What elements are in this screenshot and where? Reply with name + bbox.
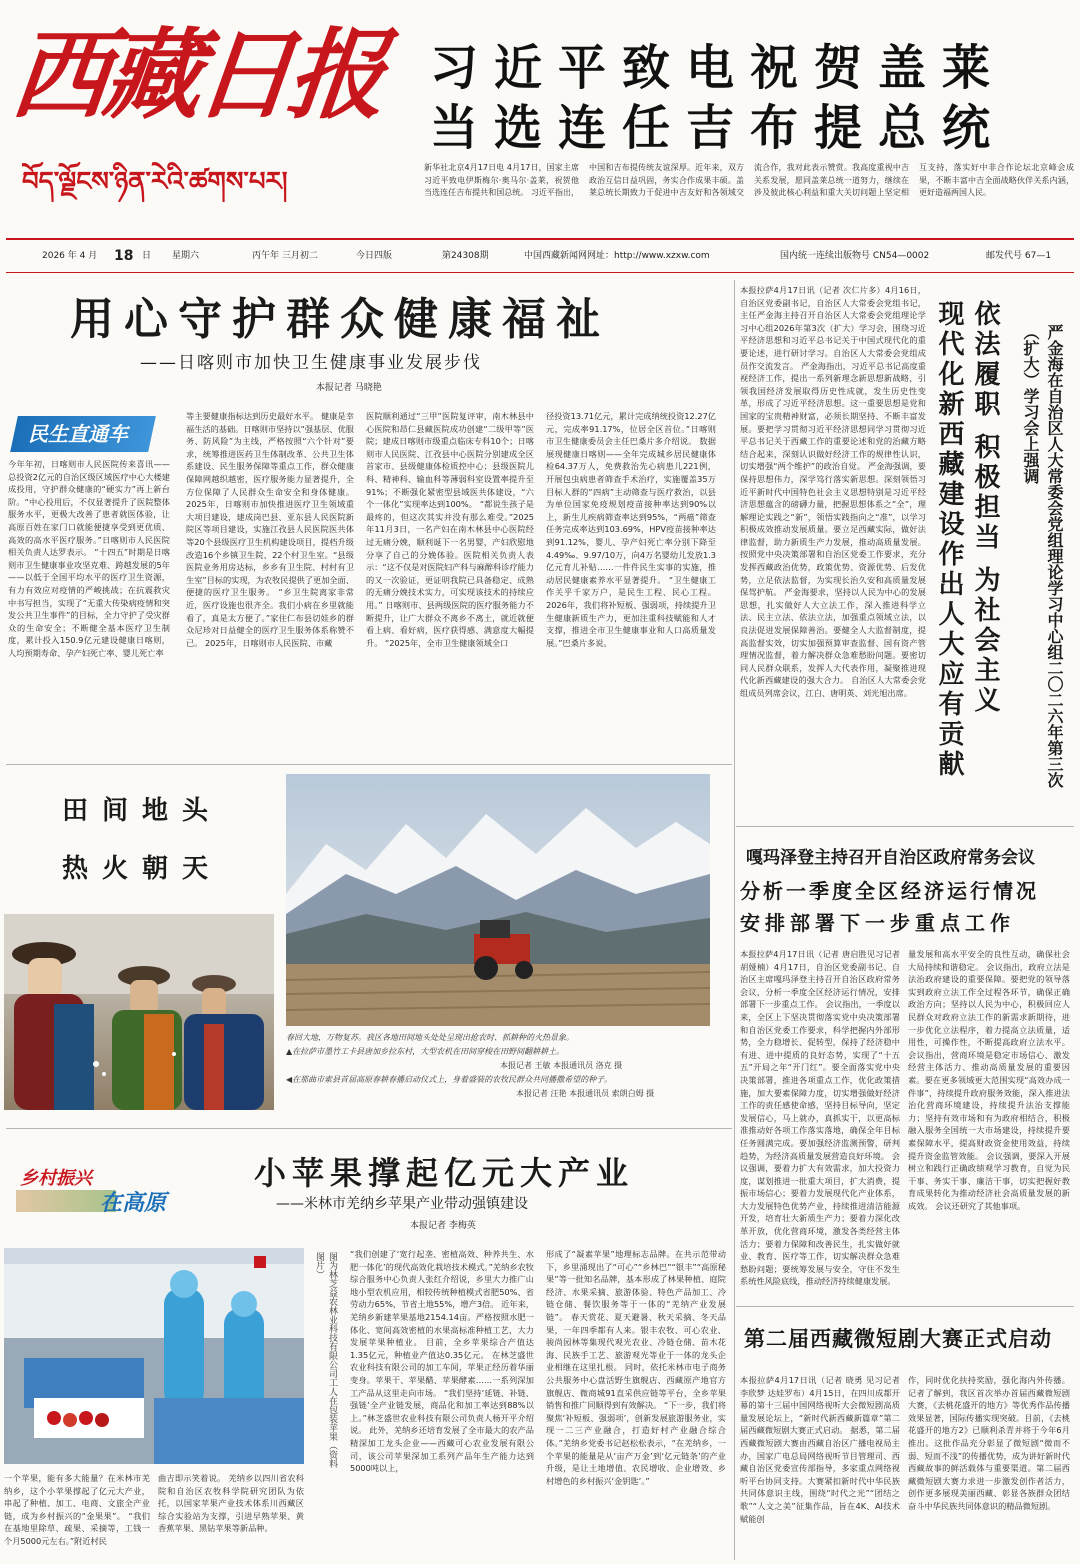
rural-revival-tag bbox=[16, 1164, 196, 1224]
right-story-kicker: 严金海在自治区人大常委会党组理论学习中心组二〇二六年第三次（扩大）学习会上强调 bbox=[1021, 324, 1064, 788]
apple-story-col-1: 一个苹果，能有多大能量？在米林市羌纳乡，这个小苹果撑起了亿元大产业，串起了种植、加工、电商、文旅全产业链，成为乡村振兴的“金果果”。 “我们在基地里除草、疏果、采摘等，工钱一个月5000元左右。”附近村民 bbox=[4, 1473, 150, 1546]
rural-tag-line2: 在高原 bbox=[100, 1191, 167, 1216]
cn-number: 国内统一连续出版物号 CN54—0002 bbox=[780, 251, 930, 261]
lead-story-subtitle: ——日喀则市加快卫生健康事业发展步伐 bbox=[140, 353, 482, 373]
apple-story-col-3: “我们创建了‘宽行起垄、密植高效、种养共生、水肥一体化’的现代高效化栽培技术模式。”羌纳乡农牧综合服务中心负责人张红介绍说，乡里大力推广山地小型农机应用，相较传统种植模式省肥50%、省劳动力65%，节省土地55%，增产3倍。 近年来，羌纳乡新建苹果基地2154.14亩。严格按照水肥一体化、宽间高效密植的水果高标准种植工艺，大力发展苹果种植业。 目前，全乡苹果综合产值达1.35亿元，种植业产值达0.35亿元。 在林芝盛世农业科技有限公司的加工车间，苹果正经历着华丽变身。苹果干、苹果醋、苹果酵素……一系列深加工产品从这里走向市场。 “我们坚持‘延链、补链、强链’全产业链发展，商品化和加工率达到88%以上。”林芝盛世农业科技有限公司负责人杨开平介绍说。 此外，羌纳乡还培育发展了全市最大的农产品精深加工龙头企业——西藏可心农业发展有限公司，该公司苹果深加工系列产品年生产能力达到5000吨以上， bbox=[350, 1249, 534, 1474]
divider-drama-top bbox=[736, 1306, 1074, 1307]
factory-photo-caption: 图为林芝益农林业科技有限公司工人在包装苹果（资料图片） bbox=[314, 1252, 337, 1468]
right-story-headline-1: 依法履职 积极担当 为社会主义 bbox=[970, 300, 1000, 717]
ceremony-photo-art bbox=[4, 914, 274, 1110]
dateline-top-rule bbox=[6, 238, 1074, 240]
lead-story bbox=[0, 276, 740, 756]
page-count: 今日四版 bbox=[356, 251, 393, 261]
section-tag-minsheng bbox=[10, 416, 156, 452]
farm-story-title-2: 热火朝天 bbox=[62, 854, 223, 884]
farm-story bbox=[0, 770, 730, 1120]
date-day: 18 bbox=[114, 248, 134, 264]
gov-story bbox=[736, 840, 1076, 1310]
apple-story-col-2: 曲吉即示笑着说。 羌纳乡以四川省农科院和自治区农牧科学院研究团队为依托，以国家苹果产业技术体系川西藏区综合实验站为支撑，引进早熟苹果、黄香蕉苹果、黑钻苹果等新品种。 bbox=[158, 1473, 304, 1534]
top-lead-text: 新华社北京4月17日电 4月17日，国家主席习近平致电伊斯梅尔·奥马尔·盖莱，祝贺他当选连任吉布提共和国总统。 习近平指出，中国和吉布提传统友谊深厚。近年来，双方政治互信日益巩固，务实合作成果丰硕。盖莱总统长期致力于促进中吉友好和各领域交流合作，我对此表示赞赏。我高度重视中吉关系发展，愿同盖莱总统一道努力，继续在涉及彼此核心利益和重大关切问题上坚定相互支持，落实好中非合作论坛北京峰会成果，不断丰富中吉全面战略伙伴关系内涵，更好造福两国人民。 bbox=[424, 163, 1074, 197]
apple-story bbox=[0, 1140, 730, 1564]
gov-story-body-right: 量发展和高水平安全的良性互动，确保社会大局持续和谐稳定。 会议指出，政府立法是法治政府建设的重要保障。要把党的领导落实到政府立法工作全过程各环节，确保正确政治方向；坚持以人民为中心，积极回应人民群众对政府立法工作的新需求新期待，进一步优化立法程序，着力提高立法质量，适用性，可操作性，不断提高政府立法水平。 会议指出，营商环境是稳定市场信心、激发经营主体活力、推动高质量发展的重要因素。要在更多领域更大范围实现“高效办成一件事”，持续提升政府服务效能，深入推进法治化营商环境建设，持续提升法治支撑能力；坚持有效市场和有为政府相结合，积极融入服务全国统一大市场建设，持续提升要素保障水平，提高财政资金使用效益，持续提升资金监管效能。 会议强调，要深入开展树立和践行正确政绩观学习教育，自觉为民干事、务实干事、廉洁干事，切实把握好教育成果转化为推动经济社会高质量发展的新成效。 会议还研究了其他事项。 bbox=[908, 949, 1070, 1211]
date-text: 2026 年 4 月 bbox=[42, 251, 98, 261]
right-story-body: 本报拉萨4月17日讯（记者 次仁片多）4月16日，自治区党委副书记，自治区人大常委会党组书记，主任严金海主持召开自治区人大常委会党组理论学习中心组2026年第3次（扩大）学习会，围绕习近平经济思想和习近平总书记关于中国式现代化的重要论述，进行研讨学习。自治区人大常委会党组成员作交流发言。 严金海指出，习近平总书记高度重视经济工作，提出一系列新理念新思想新战略，引领我国经济发展取得历史性成就，发生历史性变革，形成了习近平经济思想。这一重要思想是党和国家的宝贵精神财富，必须长期坚持、不断丰富发展。要把学习贯彻习近平经济思想同学习贯彻习近平总书记关于西藏工作的重要论述和党的治藏方略结合起来，深刻认识做好经济工作的规律性认识，切实增强“两个维护”的政治自觉。 严金海强调，要保持思想伟力，深学笃行落实新思想。深刻领悟习近平新时代中国特色社会主义思想特别是习近平经济思想蕴含的磅礴力量，把握思想体系之“全”，理解理论实践之“新”，领悟实践指向之“准”，以学习积极成效推动发展质量。要立足西藏实际，做好法律监督，助力新质生产力发展，推动高质量发展。按照党中央决策部署和自治区党委工作要求，充分发挥西藏政治优势，政策优势、资源优势、后发优势，立足依法监督，为实现长治久安和高质量发展保驾护航。 严金海要求，坚持以人民为中心的发展思想，扎实做好人大立法工作，深入推进科学立法、民主立法、依法立法，加强重点领域立法，以良法促进发展保障善治。要健全人大监督制度，提高监督实效，切实加强预算审查监督、国有资产管理情况监督，着力解决群众急难愁盼问题。要密切同人民群众联系，发挥人大代表作用，凝聚推进现代化新西藏建设的强大合力。 自治区人大常委会党组成员列席会议，江白、唐明英、刘光旭出席。 bbox=[740, 285, 926, 698]
apple-story-byline: 本报记者 李梅英 bbox=[410, 1221, 476, 1231]
divider-gov-top bbox=[736, 826, 1074, 827]
issue-number: 第24308期 bbox=[442, 251, 489, 261]
divider-vertical-right bbox=[734, 280, 735, 1560]
lead-story-col-4: 径投资13.71亿元，累计完成纳统投资12.27亿元，完成率91.17%，位居全区首位。”日喀则市卫生健康委员会主任巴桑片多介绍说。 数据展现健康日喀则——全年完成城乡居民健康体检64.37万人，免费救治先心病患儿221例，开展包虫病患者筛查手术治疗，实施覆盖35万目标人群的“四病”主动筛查与医疗救治，以县为单位国家免疫规划疫苗接种率达到90%以上，新生儿疾病筛查率达到95%，“两癌”筛查任务完成率达到103.69%，HPV疫苗接种率达到91.12%，婴儿、孕产妇死亡率分别下降至4.49‰、9.97/10万，向4万名婴幼儿发放1.3亿元育儿补贴……一件件民生实事的实施，推动居民健康素养水平显著提升。 “卫生健康工作关乎千家万户，是民生工程、民心工程。2026年，我们将补短板、强弱项，持续提升卫生健康新质生产力，更加注重科技赋能和人才支撑，推进全市卫生健康事业和人口高质量发展。”巴桑片多说。 bbox=[546, 411, 716, 648]
ceremony-photo bbox=[4, 914, 274, 1110]
tractor-photo bbox=[286, 774, 710, 1026]
dateline-bar bbox=[6, 242, 1074, 270]
factory-photo-art bbox=[4, 1248, 304, 1464]
website: 中国西藏新闻网网址：http://www.xzxw.com bbox=[524, 251, 710, 261]
farm-credit-a: 本报记者 王敏 本报通讯员 洛克 摄 bbox=[500, 1061, 623, 1070]
weekday: 星期六 bbox=[172, 251, 200, 261]
post-code: 邮发代号 67—1 bbox=[986, 251, 1052, 261]
masthead bbox=[0, 0, 1080, 232]
farm-credit-b: 本报记者 汪艳 本报通讯员 索朗白姆 摄 bbox=[516, 1089, 655, 1098]
drama-story-title: 第二届西藏微短剧大赛正式启动 bbox=[744, 1327, 1052, 1351]
apple-story-subtitle: ——米林市羌纳乡苹果产业带动强镇建设 bbox=[276, 1196, 528, 1212]
right-story bbox=[736, 280, 1076, 800]
top-headline-line2: 当选连任吉布提总统 bbox=[430, 100, 1007, 156]
section-tag-label: 民生直通车 bbox=[28, 422, 128, 446]
gov-story-headline-2: 安排部署下一步重点工作 bbox=[740, 911, 1015, 935]
rural-tag-line1: 乡村振兴 bbox=[20, 1168, 92, 1189]
gov-story-headline-1: 分析一季度全区经济运行情况 bbox=[740, 879, 1039, 903]
divider-apple-top bbox=[6, 1128, 732, 1129]
top-headline-line1: 习近平致电祝贺盖莱 bbox=[430, 40, 1007, 96]
right-story-headline-2: 现代化新西藏建设作出人大应有贡献 bbox=[934, 300, 964, 780]
date-day-unit: 日 bbox=[142, 251, 152, 261]
newspaper-logo: 西藏日报 bbox=[6, 18, 387, 133]
lead-story-title: 用心守护群众健康福祉 bbox=[70, 294, 610, 345]
apple-story-title: 小苹果撑起亿元大产业 bbox=[254, 1154, 635, 1192]
dateline-bottom-rule bbox=[6, 272, 1074, 273]
gov-story-body-left: 本报拉萨4月17日讯（记者 唐启胜见习记者 胡娅楠）4月17日，自治区党委副书记、自治区主席嘎玛泽登主持召开自治区政府常务会议，分析一季度全区经济运行情况，安排部署下一步重点工作。 会议指出，一季度以来，全区上下坚决贯彻落实党中央决策部署和自治区党委工作要求，科学把握内外部形势，全力稳增长、促转型，保持了经济稳中有进、进中提质的良好态势，实现了“十五五”开局之年“开门红”。要全面落实党中央决策部署，推进各项重点工作，优化政策措施，加大要素保障力度，切实增强做好经济工作的责任感使命感，坚持目标导向，坚定发展信心，马上就办，真抓实干，以更高标准推动好各项工作落实落地，确保全年目标任务圆满完成。要加强经济监测预警，研判趋势，为经济高质量发展营造良好环境。 会议强调，要着力扩大有效需求，加大投资力度，谋划推进一批重大项目，扩大消费，提振市场信心；要着力发展现代化产业体系，大力发展特色优势产业，持续推进清洁能源开发，培育壮大新质生产力；要着力深化改革开放，优化营商环境，激发各类经营主体活力；要着力保障和改善民生，扎实做好就业、教育、医疗等工作，切实解决群众急难愁盼问题；要统筹发展与安全，守住不发生系统性风险底线，推动经济持续健康发展。 bbox=[740, 949, 900, 1287]
tibetan-title: བོད་ལྗོངས་ཉིན་རེའི་ཚགས་པར། bbox=[22, 167, 288, 197]
lead-story-byline: 本报记者 马晓艳 bbox=[316, 383, 382, 393]
drama-story bbox=[736, 1310, 1076, 1564]
farm-caption-b: ◀在那曲市索县首届高原春耕春播启动仪式上，身着盛装的农牧民群众共同播撒希望的种子。 bbox=[286, 1075, 613, 1084]
lead-story-col-3: 医院顺利通过“三甲”医院复评审，南木林县中心医院和昂仁县藏医院成功创建“二级甲等”医院；建成日喀则市级重点临床专科10个；日喀则市人民医院、江孜县中心医院分别建成全区首家市、县级健康体检质控中心；县级医院儿科、精神科、输血科等薄弱科室设置率提升至91%；不断强化紧密型县域医共体建设，“六个一体化”实现率达到100%。 “都说生孩子是最疼的，但这次其实并没有那么难受。”2025年11月3日，一名产妇在南木林县中心医院经过无痛分娩，顺利诞下一名男婴，产妇欣慰地分享了自己的分娩体验。医院相关负责人表示：“这不仅是对医院妇产科与麻醉科诊疗能力的又一次验证，更证明我院已具备稳定、成熟的无痛分娩技术实力，可实现该技术的持续应用。” 日喀则市、县两级医院的医疗服务能力不断提升，让广大群众不离乡不离土，就近就便看上病、看好病，医疗获得感、满意度大幅提升。 “2025年，全市卫生健康领域全口 bbox=[366, 411, 534, 648]
lunar-date: 丙午年 三月初二 bbox=[252, 251, 318, 261]
gov-story-kicker: 嘎玛泽登主持召开自治区政府常务会议 bbox=[746, 848, 1035, 868]
farm-caption-a: ▲在拉萨市墨竹工卡县唐加乡拉东村，大型农机在田间穿梭在田野间翻耕耕土。 bbox=[286, 1047, 565, 1056]
lead-story-col-2: 等主要健康指标达到历史最好水平。 健康是幸福生活的基础。日喀则市坚持以“强基层、优服务、防风险”为主线，严格按照“六个针对”要求，统筹推进医药卫生体制改革、公共卫生体系建设、民生服务保障等重点工作，群众健康保障网越织越密，医疗服务能力显著提升，全方位保障了人民群众生命安全和身体健康。 2025年，日喀则市加快推进医疗卫生领域重大项目建设，建成岗巴县、亚东县人民医院新院区等项目建设，实施江孜县人民医院医共体等20个县级医疗卫生机构建设项目，提档升级改造16个乡镇卫生院、22个村卫生室。“县级医院业务用房达标，乡乡有卫生院、村村有卫生室”目标的实现，为农牧民提供了更加全面、便捷的医疗卫生服务。 “乡卫生院离家非常近，医疗设施也很齐全。我们小病在乡里就能看了，真是太方便了。”家住仁布县切娃乡的群众尼珍对日益健全的医疗卫生服务体系称赞不已。 2025年，日喀则市人民医院、市藏 bbox=[186, 411, 354, 648]
lead-story-col-1: 今年年初，日喀则市人民医院传来喜讯——总投资2亿元的自治区级区域医疗中心大楼建成投用，守护群众健康的“硬实力”再上新台阶。“中心投用后，不仅显著提升了医院整体服务水平，更极大改善了患者就医体验，让高原百姓在家门口就能便捷享受到更优质、高效的高水平医疗服务。”日喀则市人民医院相关负责人达罗表示。 “十四五”时期是日喀则市卫生健康事业攻坚克难、跨越发展的5年——以低于全国平均水平的医疗卫生资源，有力有效应对疫情的严峻挑战；在抗震救灾中书写担当，实现了“无重大传染病疫情和突发公共卫生事件”的目标，全力守护了受灾群众的生命安全；不断健全基本医疗卫生制度，累计投入150.9亿元建设健康日喀则，人均预期寿命、孕产妇死亡率、婴儿死亡率 bbox=[8, 459, 170, 658]
divider-farm-top bbox=[6, 764, 732, 765]
drama-story-col-1: 本报拉萨4月17日讯（记者 晓勇 见习记者 李欣梦 达娃罗布）4月15日，在四川成都开幕的第十三届中国网络视听大会微短剧高质量发展论坛上，“新时代新西藏新篇章”第二届西藏微短剧大赛正式启动。 据悉，第二届西藏微短剧大赛由西藏自治区广播电视局主办，国家广电总局网络视听节目管理司、西藏自治区党委宣传部指导，多家重点网络视听平台协同支持。大赛紧扣新时代中华民族共同体意识主线，围绕“时代之光”“团结之歌”“人文之美”征集作品，旨在4K、AI技术赋能创 bbox=[740, 1375, 900, 1524]
farm-story-title-1: 田间地头 bbox=[62, 796, 223, 826]
apple-story-col-4: 形成了“凝素苹果”地理标志品牌。在共示范带动下，乡里涌现出了“可心”“乡林巴”“银丰”“高原秘果”等一批知名品牌，基本形成了林果种植、庭院经济、水果采摘、旅游体验、特色产品加工、冷链仓储、餐饮服务等于一体的“羌纳产业发展链”。 春天赏花、夏天避暑、秋天采摘、冬天品果，一年四季都有人来。银丰农牧、可心农业、骏尚园林等集现代观光农业、冷链仓储、苗木花海、民族手工艺、旅游观光等业于一体的龙头企业相继在这里扎根。 同时，依托米林市电子商务公共服务中心盘活野生旗舰店、西藏原产地官方旗舰店、微商城91直采供应链等平台，全乡苹果销售和推广同顺得到有效解决。 “下一步，我们将聚焦‘补短板、强弱项’，创新发展旅游服务业，实现一二三产业融合，打造好村产业融合综合体。”羌纳乡党委书记赵松松表示，“在羌纳乡，一个苹果的能量是从‘亩产万金’到‘亿元链条’的产业升级，是让土地增值、农民增收、企业增效、乡村增色的乡村振兴‘金钥匙’。” bbox=[546, 1249, 726, 1486]
factory-photo bbox=[4, 1248, 304, 1464]
farm-caption: 春回大地，万物复苏。我区各地田间地头处处呈现出抢农时、抓耕种的火热景象。 bbox=[286, 1033, 574, 1042]
drama-story-col-2: 作，同时优化扶持奖励，强化海内外传播。 记者了解到，我区首次举办首届西藏微短剧大赛，《去桃花盛开的地方》等优秀作品传播效果显著，国际传播实现突破。目前，《去桃花盛开的地方2》已顺利杀青并将于今年6月推出。这批作品充分彰显了微短剧“微而不弱、短而不浅”的传播优势，成为讲好新时代西藏故事的鲜活载体与重要渠道。第二届西藏微短剧大赛力求进一步激发创作者活力，创作更多展现美丽西藏、彰显各族群众团结奋斗中华民族共同体意识的精品微短剧。 bbox=[908, 1375, 1070, 1511]
tractor-photo-art bbox=[286, 774, 710, 1026]
